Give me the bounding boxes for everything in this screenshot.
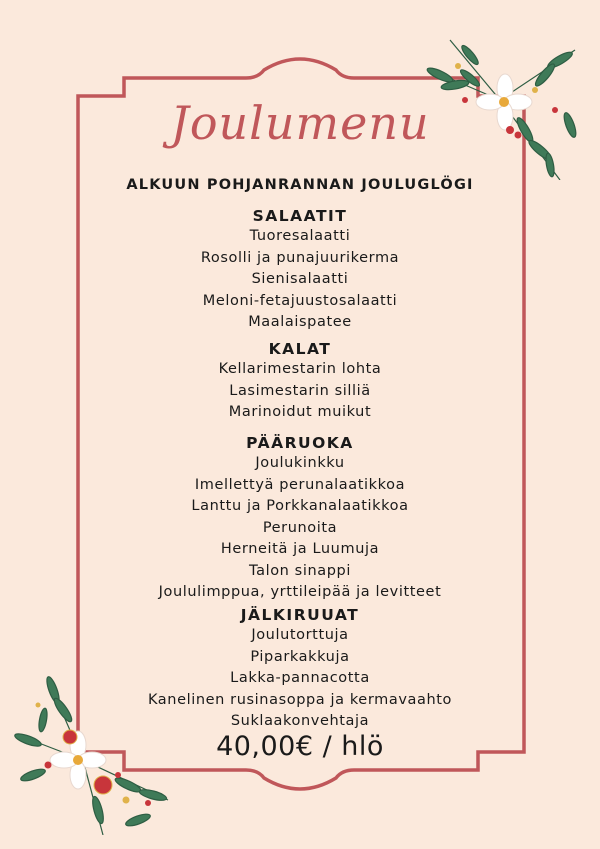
menu-item: Herneitä ja Luumuja (220, 541, 380, 557)
menu-item: Suklaakonvehtaja (230, 713, 370, 729)
menu-item: Talon sinappi (249, 562, 351, 579)
menu-item: Maalaispatee (248, 314, 352, 330)
menu-item: Imellettyä perunalaatikkoa (194, 476, 406, 493)
section-heading: KALAT (268, 340, 332, 358)
menu-item: Joulutorttuja (251, 627, 349, 643)
menu-item: Kanelinen rusinasoppa ja kermavaahto (147, 691, 453, 708)
price-per-person: 40,00€ / hlö (216, 731, 384, 762)
section-heading: SALAATIT (252, 207, 348, 225)
menu-item: Marinoidut muikut (228, 404, 372, 420)
menu-subtitle: ALKUUN POHJANRANNAN JOULUGLÖGI (126, 177, 474, 193)
section-heading: PÄÄRUOKA (246, 434, 354, 452)
menu-item: Lasimestarin silliä (229, 382, 371, 399)
menu-item: Tuoresalaatti (249, 228, 351, 244)
menu-item: Joulukinkku (255, 455, 345, 471)
section-heading: JÄLKIRUUAT (240, 606, 360, 624)
menu-section (0, 605, 600, 733)
menu-sections (0, 206, 600, 733)
menu-item: Lanttu ja Porkkanalaatikkoa (191, 498, 409, 514)
menu-item: Piparkakkuja (250, 648, 350, 665)
menu-item: Meloni-fetajuustosalaatti (202, 292, 398, 309)
menu-section (0, 433, 600, 605)
menu-item: Joululimppua, yrttileipää ja levitteet (158, 584, 442, 600)
menu-item: Perunoita (262, 519, 338, 536)
menu-title: Joulumenu (170, 96, 430, 150)
menu-item: Kellarimestarin lohta (218, 361, 382, 377)
menu-section (0, 339, 600, 433)
menu-section (0, 206, 600, 339)
menu-item: Lakka-pannacotta (230, 670, 370, 686)
menu-item: Sienisalaatti (251, 271, 349, 287)
menu-item: Rosolli ja punajuurikerma (200, 249, 400, 266)
